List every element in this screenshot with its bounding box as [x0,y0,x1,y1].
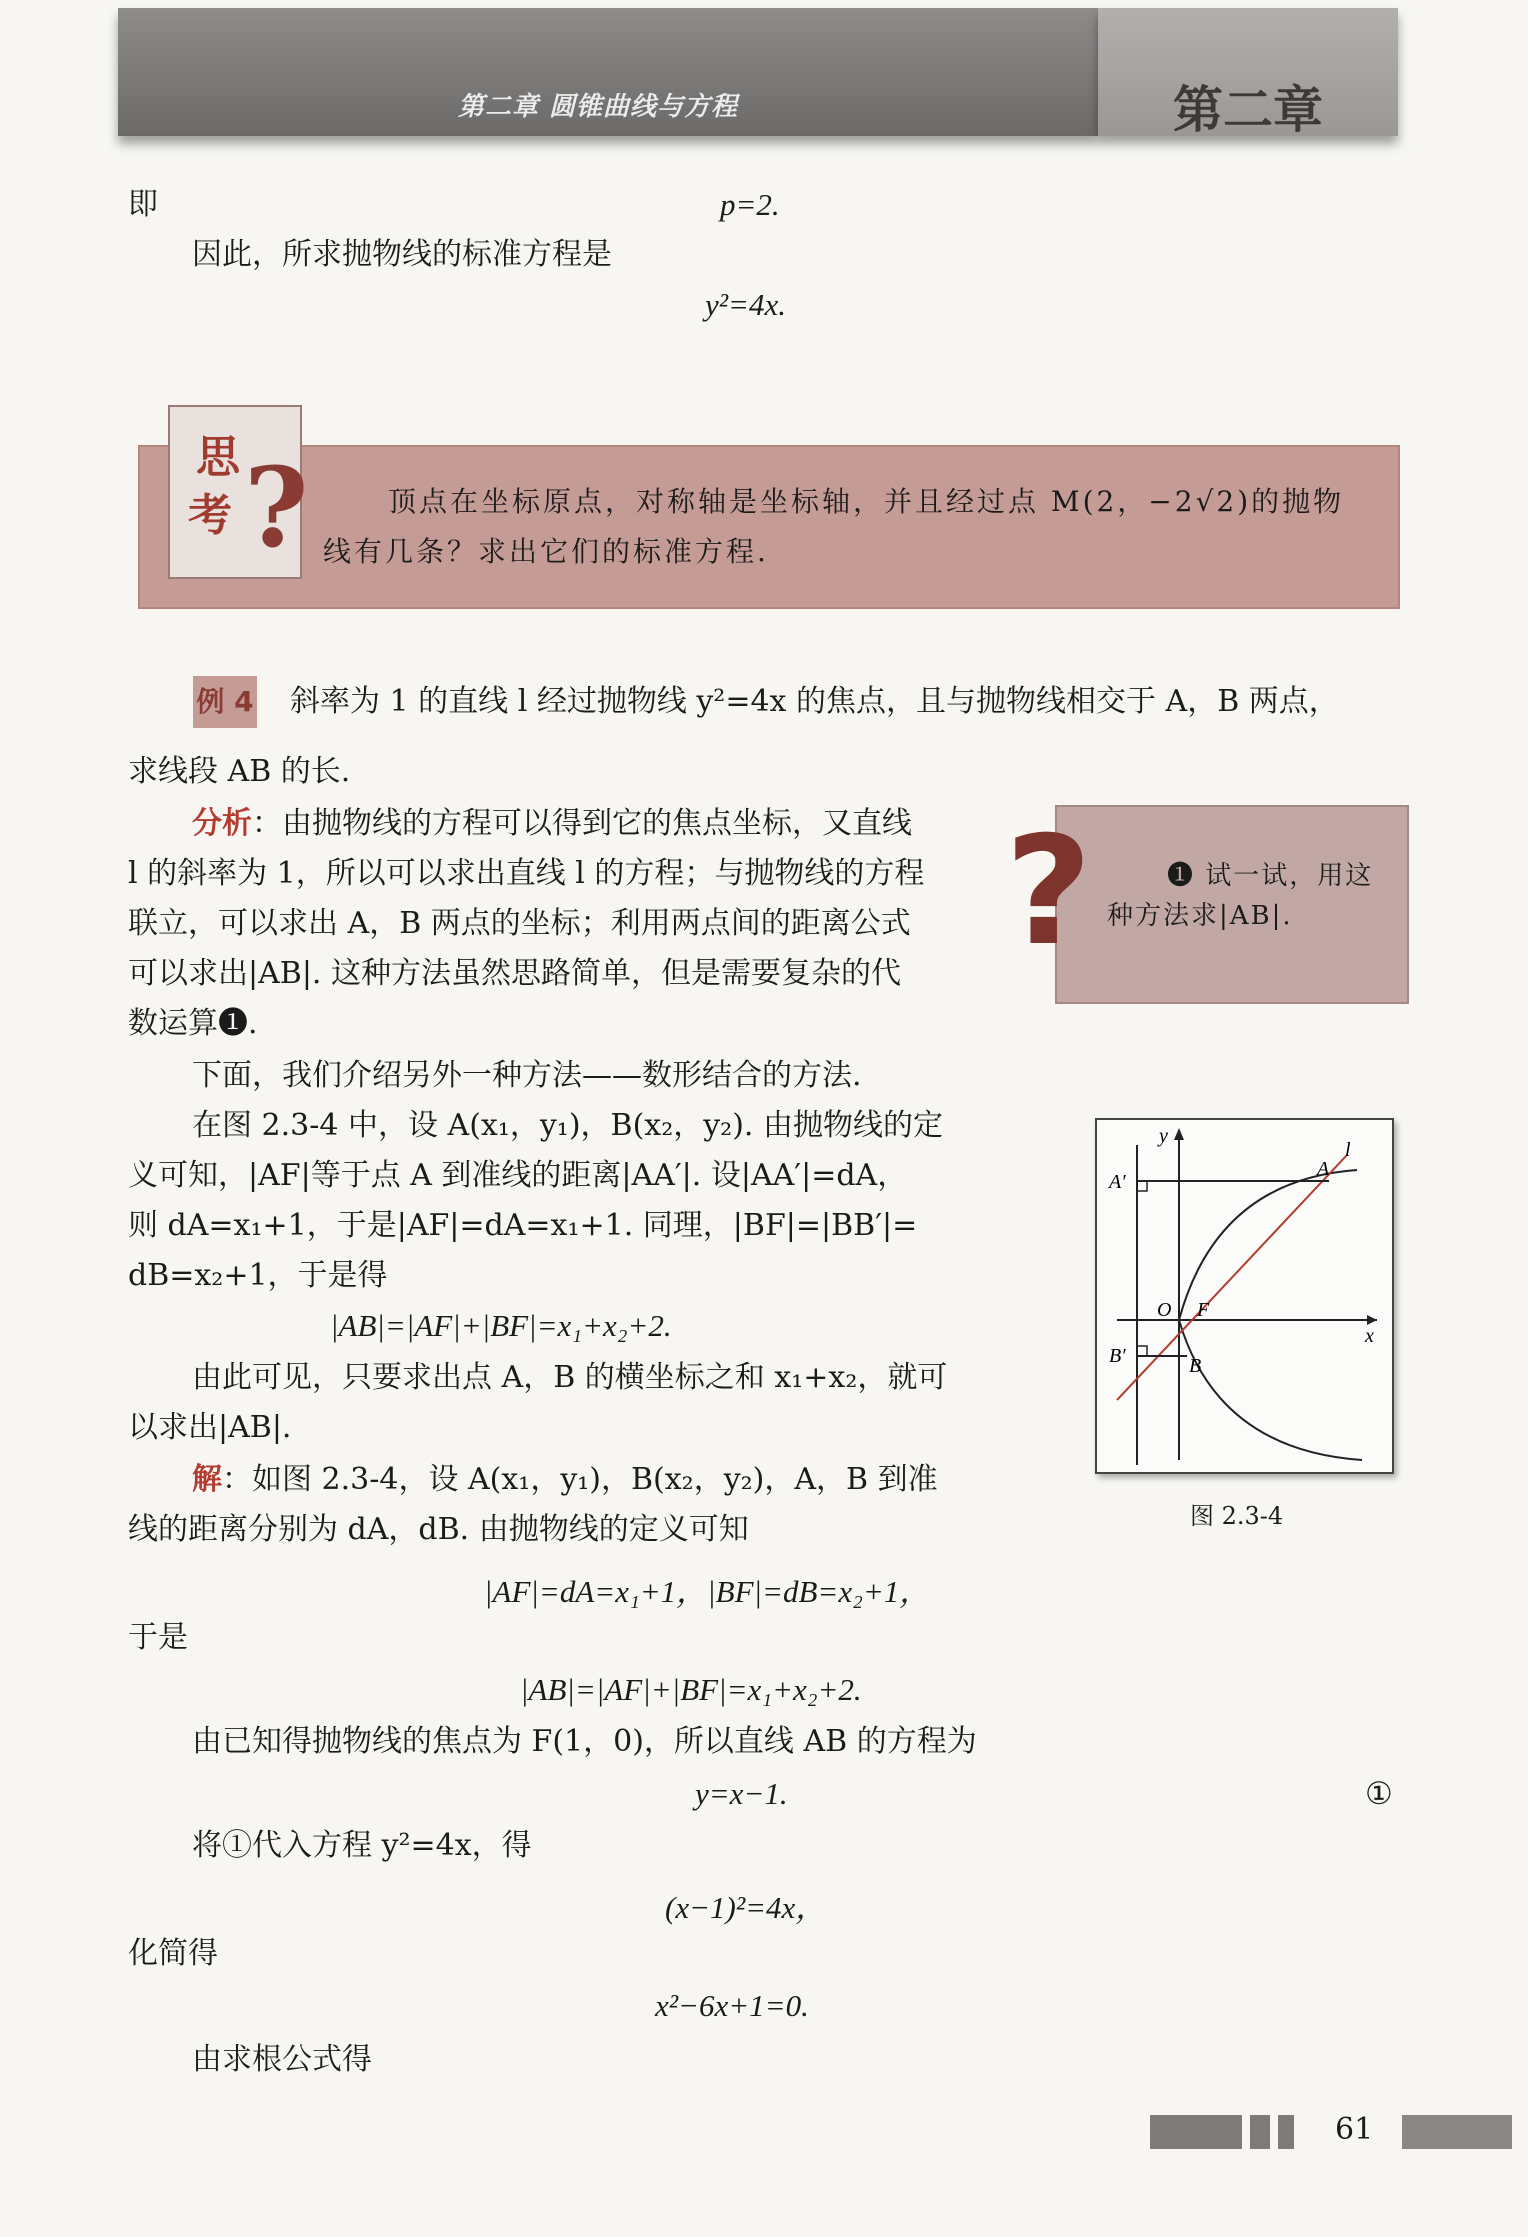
solution-line-2: 线的距离分别为 dA，dB. 由抛物线的定义可知 [128,1512,749,1547]
solution-line-12: 由求根公式得 [192,2042,372,2077]
label-b: B [1189,1355,1202,1377]
think-char-1: 思 [196,432,240,483]
chapter-title: 第二章 圆锥曲线与方程 [458,92,739,122]
think-box [138,432,1396,605]
analysis-line-5: 数运算❶. [128,1006,258,1041]
footer-bar [1250,2115,1270,2149]
figure-caption: 图 2.3-4 [1190,1502,1284,1530]
think-char-2: 考 [188,490,232,541]
footer-bar [1402,2115,1512,2149]
analysis-line-2: l 的斜率为 1，所以可以求出直线 l 的方程；与抛物线的方程 [128,856,925,891]
note-line-1 [1167,855,1373,892]
analysis-label: 分析 [192,806,252,841]
analysis-line-9: 则 dA=x₁+1，于是|AF|=dA=x₁+1. 同理，|BF|=|BB′|= [128,1208,918,1243]
solution-line-4: 于是 [128,1620,188,1655]
example-line-2: 求线段 AB 的长. [128,754,351,789]
label-a-prime: A′ [1109,1171,1126,1193]
analysis-line-6: 下面，我们介绍另外一种方法——数形结合的方法. [192,1058,862,1093]
solution-eq-3: y=x−1. [695,1776,788,1811]
line-l [1117,1155,1347,1400]
solution-eq-4: (x−1)²=4x， [665,1890,827,1925]
line-ji: 即 [128,187,158,222]
example-line-1: 斜率为 1 的直线 l 经过抛物线 y²=4x 的焦点，且与抛物线相交于 A，B 两点， [290,684,1339,719]
analysis-line-3: 联立，可以求出 A，B 两点的坐标；利用两点间的距离公式 [128,906,911,941]
solution-eq-5: x²−6x+1=0. [655,1988,809,2023]
think-line-1: 顶点在坐标原点，对称轴是坐标轴，并且经过点 M(2，−2√2)的抛物 [388,485,1345,518]
label-l: l [1345,1139,1351,1161]
side-note [1005,805,1409,1004]
label-a: A [1317,1158,1330,1180]
example-label: 例 4 [193,676,257,728]
label-x: x [1365,1325,1374,1347]
label-f: F [1197,1299,1210,1321]
chapter-big-label: 第二章 [1173,81,1323,139]
question-mark-icon: ? [1005,805,1093,979]
analysis-line-10: dB=x₂+1，于是得 [128,1258,388,1293]
analysis-text-1: ：由抛物线的方程可以得到它的焦点坐标，又直线 [252,806,912,841]
y-axis-arrow-icon [1174,1128,1184,1140]
note-text-1: 试一试，用这 [1205,861,1374,891]
solution-line-10: 化简得 [128,1936,218,1971]
solution-line-1 [192,1460,938,1500]
footer-bar [1150,2115,1242,2149]
solution-label: 解 [192,1462,222,1497]
figure-2-3-4 [1095,1118,1394,1474]
analysis-line-7: 在图 2.3-4 中，设 A(x₁，y₁)，B(x₂，y₂). 由抛物线的定 [192,1108,943,1143]
think-box-bg [138,445,1400,609]
solution-line-6: 由已知得抛物线的焦点为 F(1，0)，所以直线 AB 的方程为 [192,1724,977,1759]
label-o: O [1157,1299,1172,1321]
analysis-line-12: 由此可见，只要求出点 A，B 的横坐标之和 x₁+x₂，就可 [192,1360,948,1395]
question-mark-icon: ? [244,443,309,572]
solution-eq-1: |AF|=dA=x₁+1，|BF|=dB=x₂+1， [484,1574,931,1609]
analysis-line-1 [192,804,912,844]
solution-eq-2: |AB|=|AF|+|BF|=x₁+x₂+2. [520,1672,862,1707]
chapter-header [118,8,1398,148]
analysis-line-4: 可以求出|AB|. 这种方法虽然思路简单，但是需要复杂的代 [128,956,901,991]
eq-p: p=2. [720,187,780,222]
analysis-line-13: 以求出|AB|. [128,1410,292,1445]
footer-bar [1278,2115,1294,2149]
note-number: ❶ [1167,861,1196,891]
parabola-figure [1097,1120,1392,1472]
x-axis-arrow-icon [1367,1315,1377,1325]
page-number: 61 [1335,2112,1374,2147]
think-badge [168,405,309,579]
label-b-prime: B′ [1109,1345,1126,1367]
label-y: y [1159,1125,1168,1147]
eq-standard: y²=4x. [705,287,786,322]
right-angle-mark [1137,1181,1147,1191]
solution-line-8: 将①代入方程 y²=4x，得 [192,1828,532,1863]
equation-number-1: ① [1365,1776,1393,1811]
think-line-2: 线有几条？求出它们的标准方程. [323,535,769,568]
line-therefore: 因此，所求抛物线的标准方程是 [192,237,612,272]
analysis-line-8: 义可知，|AF|等于点 A 到准线的距离|AA′|. 设|AA′|=dA， [128,1158,908,1193]
analysis-eq: |AB|=|AF|+|BF|=x₁+x₂+2. [330,1308,672,1343]
note-line-2: 种方法求|AB|. [1107,901,1293,931]
solution-text-1: ：如图 2.3-4，设 A(x₁，y₁)，B(x₂，y₂)，A，B 到准 [222,1462,938,1497]
right-angle-mark [1137,1346,1147,1356]
